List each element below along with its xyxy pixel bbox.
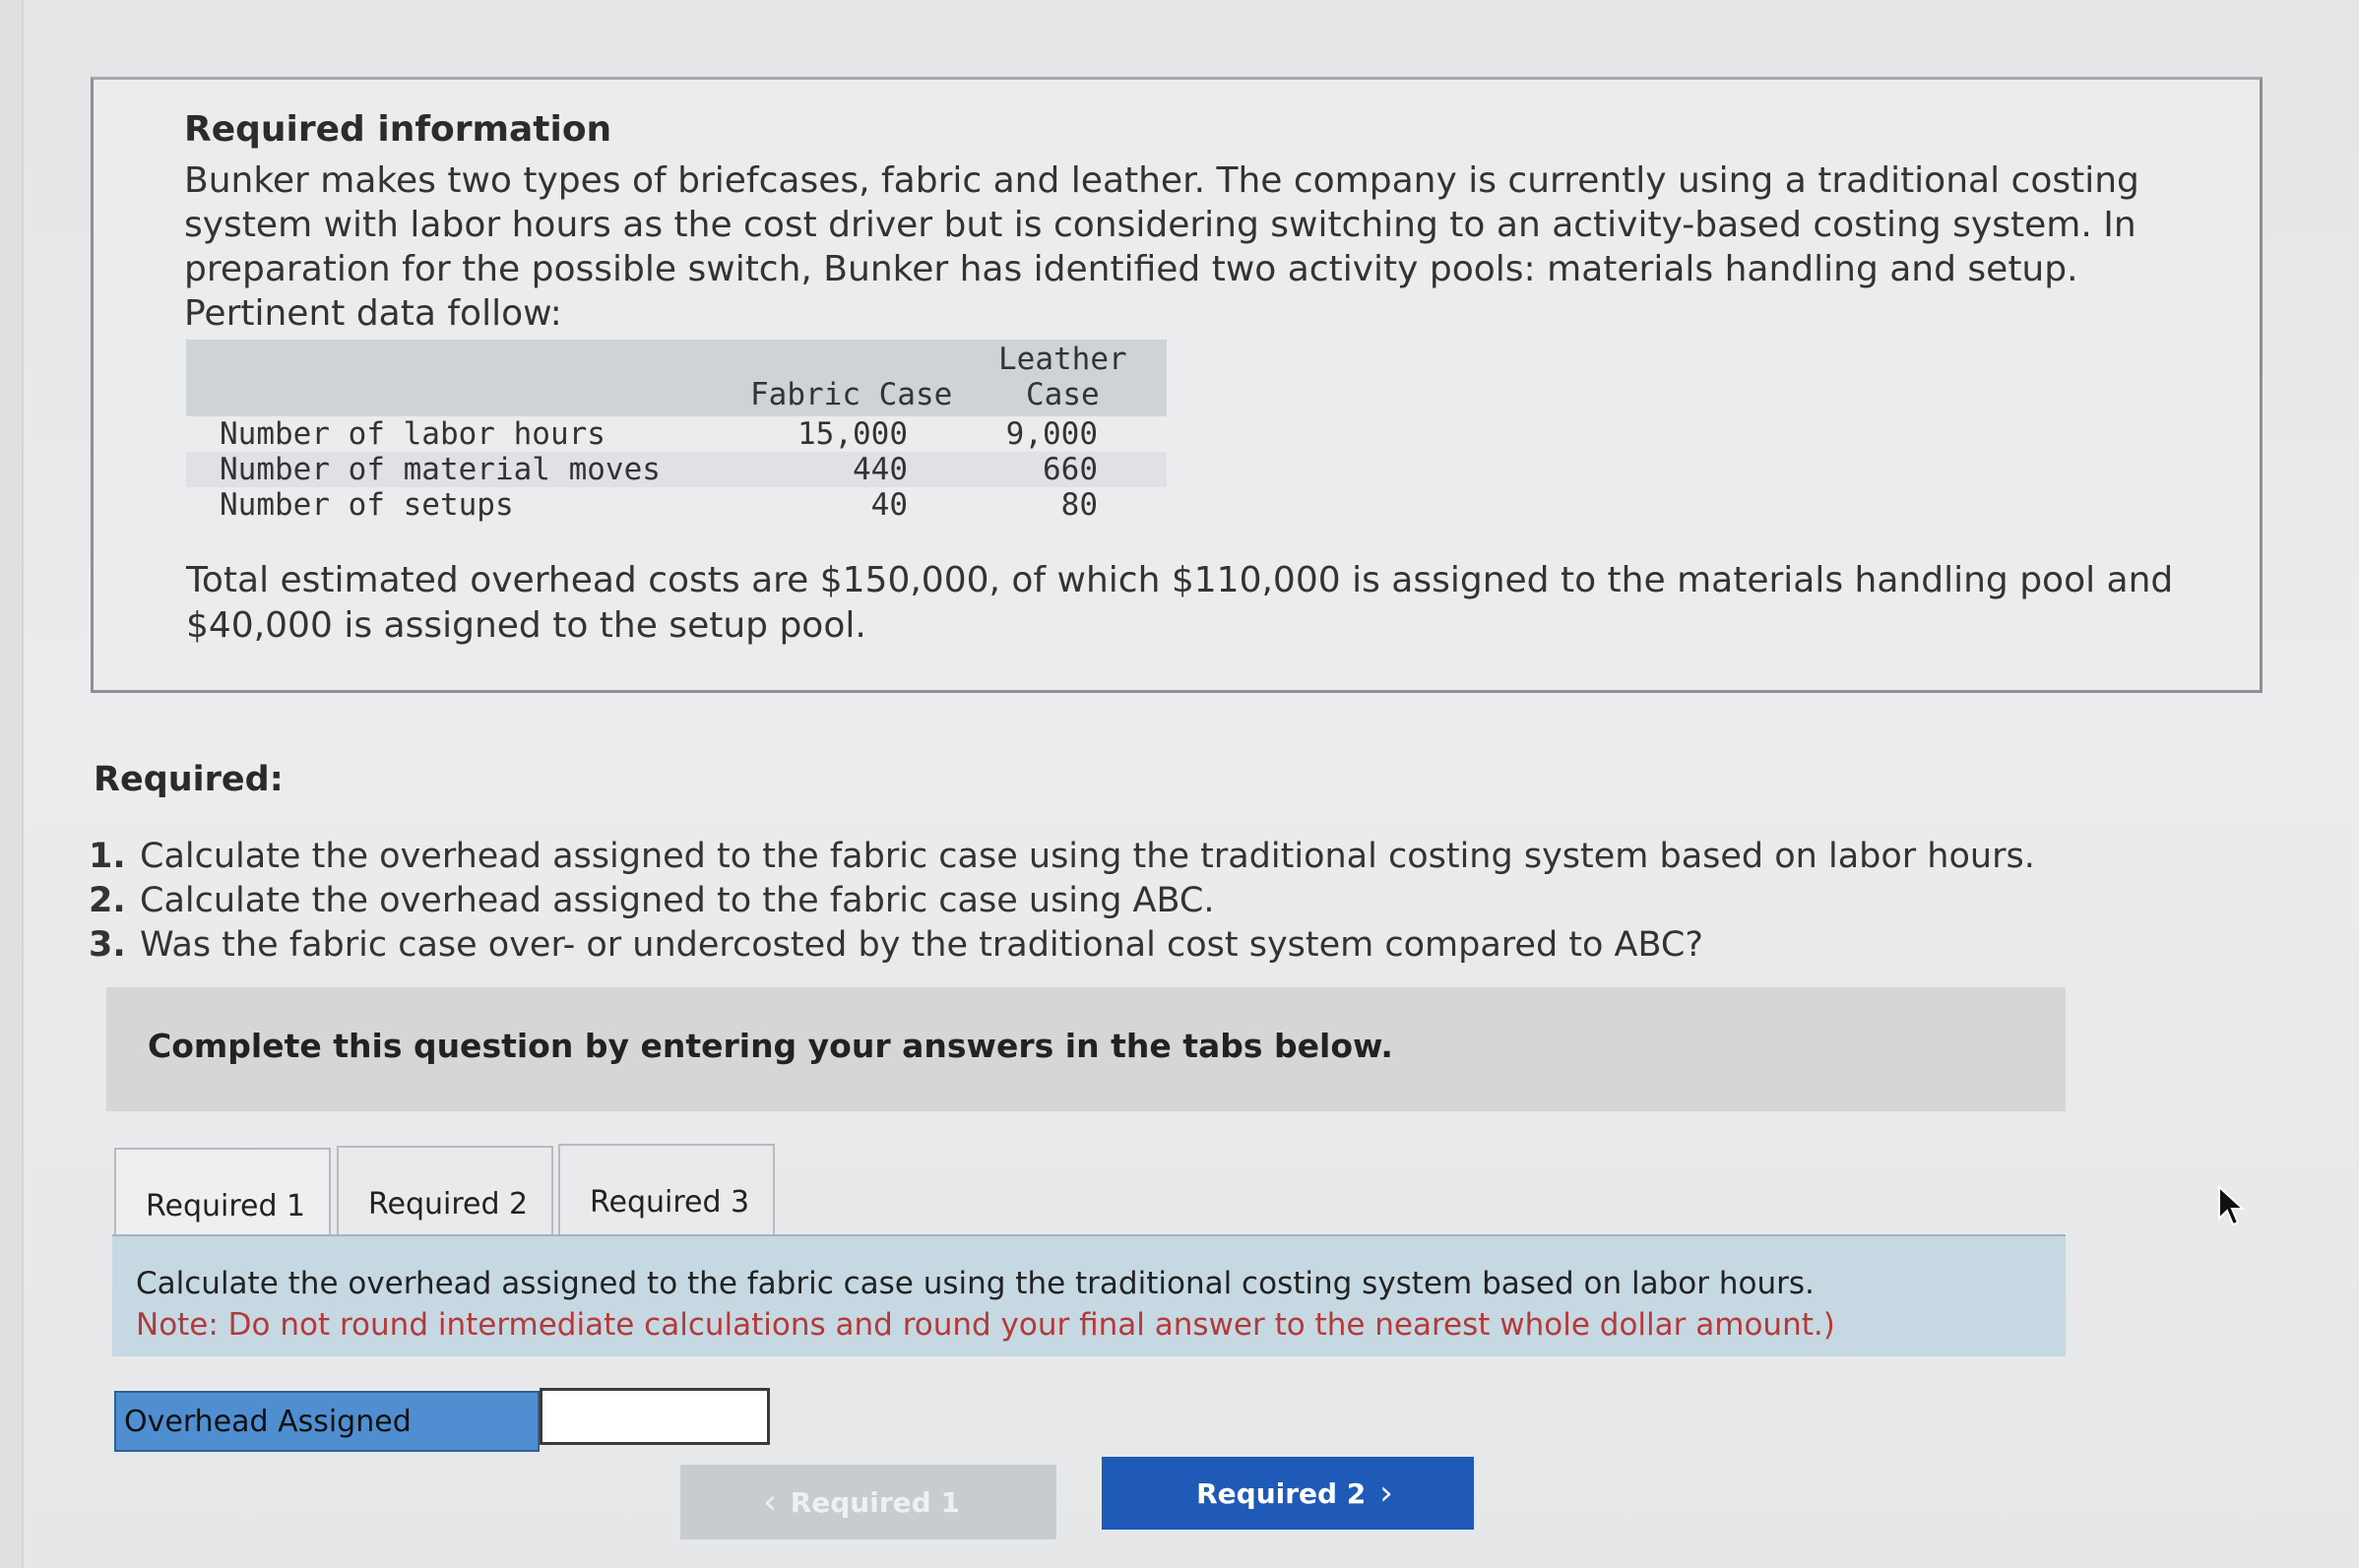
info-paragraph: Bunker makes two types of briefcases, fabric and leather. The company is currently using a traditional costing system with labor hours as the cost driver but is considering switching to an activity-based costing system. In preparation for the possible switch, Bunker has identified two activity pools: materials handling and setup. Pertinent data follow: — [184, 160, 2139, 334]
leather-value: 9,000 — [1005, 416, 1098, 452]
leather-value: 660 — [1043, 452, 1098, 487]
column-header-fabric: Fabric Case — [750, 377, 953, 412]
list-item — [89, 923, 2058, 968]
list-item — [89, 879, 2058, 923]
row-label: Number of labor hours — [220, 416, 606, 452]
prev-button-label: Required 1 — [790, 1485, 960, 1519]
question-instruction-panel — [112, 1234, 2066, 1356]
data-table — [186, 340, 1167, 523]
mouse-pointer-icon — [2215, 1185, 2249, 1228]
overhead-assigned-input[interactable] — [540, 1388, 770, 1445]
left-page-edge — [0, 0, 24, 1568]
leather-value: 80 — [1060, 487, 1098, 523]
fabric-value: 440 — [853, 452, 908, 487]
item-text: Calculate the overhead assigned to the fabric case using the traditional costing system based on labor hours. — [140, 837, 2035, 876]
chevron-left-icon: ‹ — [763, 1482, 777, 1522]
item-number: 1. — [89, 837, 126, 876]
column-header-leather-line2: Case — [1026, 377, 1100, 412]
item-number: 2. — [89, 881, 126, 920]
tab-label: Required 1 — [146, 1189, 306, 1223]
question-text: Calculate the overhead assigned to the fabric case using the traditional costing system based on labor hours. — [136, 1266, 1815, 1301]
rounding-note: Note: Do not round intermediate calculations and round your final answer to the nearest whole dollar amount.) — [136, 1307, 1835, 1343]
fabric-value: 40 — [870, 487, 908, 523]
table-header — [186, 340, 1167, 416]
row-label: Number of setups — [220, 487, 514, 523]
complete-instruction: Complete this question by entering your answers in the tabs below. — [148, 1027, 1393, 1065]
overhead-assigned-label — [114, 1391, 540, 1452]
table-row — [186, 487, 1167, 523]
table-row — [186, 416, 1167, 452]
fabric-value: 15,000 — [797, 416, 908, 452]
info-title: Required information — [184, 109, 612, 150]
next-button-label: Required 2 — [1196, 1476, 1367, 1510]
table-row — [186, 452, 1167, 487]
item-text: Was the fabric case over- or undercosted by the traditional cost system compared to ABC? — [140, 925, 1703, 965]
row-label: Number of material moves — [220, 452, 661, 487]
required-list — [89, 835, 2058, 968]
answer-label-text: Overhead Assigned — [124, 1405, 412, 1439]
required-title: Required: — [94, 760, 284, 799]
column-header-leather-line1: Leather — [998, 342, 1127, 377]
chevron-right-icon: › — [1379, 1474, 1393, 1513]
overhead-paragraph: Total estimated overhead costs are $150,000, of which $110,000 is assigned to the materials handling pool and $40,000 is assigned to the setup pool. — [186, 560, 2174, 646]
next-required-2-button[interactable] — [1102, 1457, 1474, 1530]
previous-required-1-button[interactable] — [680, 1465, 1056, 1539]
item-text: Calculate the overhead assigned to the fabric case using ABC. — [140, 881, 1215, 920]
list-item — [89, 835, 2058, 879]
tab-label: Required 2 — [368, 1187, 529, 1222]
tab-label: Required 3 — [590, 1185, 750, 1220]
item-number: 3. — [89, 925, 126, 965]
required-information-box — [91, 77, 2263, 693]
instruction-bar — [106, 987, 2066, 1111]
